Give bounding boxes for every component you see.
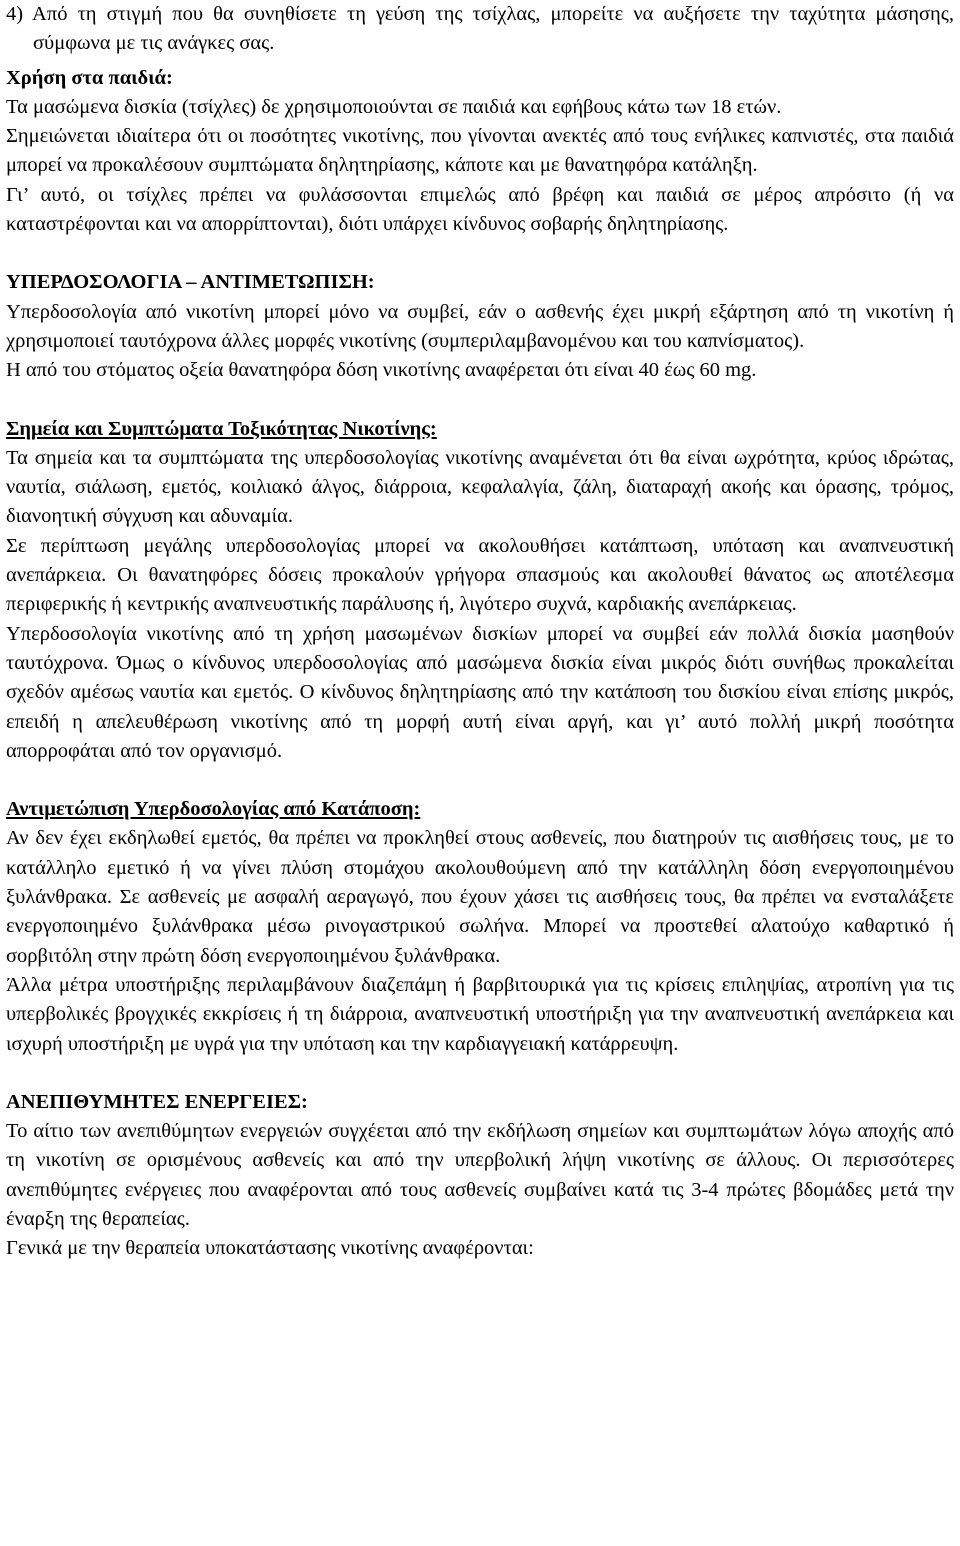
side-effects-p1: Το αίτιο των ανεπιθύμητων ενεργειών συγχέεται από την εκδήλωση σημείων και συμπτωμάτων λόγω αποχής από τη νικοτίνη σε ορισμένους ασθενείς και από την υπερβολική λήψη νικοτίνης σε άλλους. Οι περισσότερες ανεπιθύμητες ενέργειες που αναφέρονται από τους ασθενείς συμβαίνει κατά τις 3-4 πρώτες βδομάδες μετά την έναρξη της θεραπείας. [6,1120,954,1230]
children-heading: Χρήση στα παιδιά: [6,66,173,89]
spacer [6,386,954,415]
spacer [6,766,954,795]
children-p2: Σημειώνεται ιδιαίτερα ότι οι ποσότητες νικοτίνης, που γίνονται ανεκτές από τους ενήλικες καπνιστές, στα παιδιά μπορεί να προκαλέσουν συμπτώματα δηλητηρίασης, κάποτε και με θανατηφόρα κατάληξη. [6,125,954,177]
document-page [6,0,954,1264]
treatment-heading: Αντιμετώπιση Υπερδοσολογίας από Κατάποση: [6,798,421,821]
overdose-p1: Υπερδοσολογία από νικοτίνη μπορεί μόνο να συμβεί, εάν ο ασθενής έχει μικρή εξάρτηση από τη νικοτίνη ή χρησιμοποιεί ταυτόχρονα άλλες μορφές νικοτίνης (συμπεριλαμβανομένου και του καπνίσματος). [6,300,954,352]
side-effects-heading: ΑΝΕΠΙΘΥΜΗΤΕΣ ΕΝΕΡΓΕΙΕΣ: [6,1090,308,1113]
toxicity-heading: Σημεία και Συμπτώματα Τοξικότητας Νικοτίνης: [6,417,437,440]
item-4: 4) Από τη στιγμή που θα συνηθίσετε τη γεύση της τσίχλας, μπορείτε να αυξήσετε την ταχύτητα μάσησης, σύμφωνα με τις ανάγκες σας. [6,3,954,55]
toxicity-p1: Τα σημεία και τα συμπτώματα της υπερδοσολογίας νικοτίνης αναμένεται ότι θα είναι ωχρότητα, κρύος ιδρώτας, ναυτία, σιάλωση, εμετός, κοιλιακό άλγος, διάρροια, κεφαλαλγία, ζάλη, διαταραχή ακοής και όρασης, τρόμος, διανοητική σύγχυση και αδυναμία. [6,446,954,528]
toxicity-p2: Σε περίπτωση μεγάλης υπερδοσολογίας μπορεί να ακολουθήσει κατάπτωση, υπόταση και αναπνευστική ανεπάρκεια. Οι θανατηφόρες δόσεις προκαλούν γρήγορα σπασμούς και ακολουθεί θάνατος ως αποτέλεσμα περιφερικής ή κεντρικής αναπνευστικής παράλυσης ή, λιγότερο συχνά, καρδιακής ανεπάρκειας. [6,534,954,616]
treatment-p1: Αν δεν έχει εκδηλωθεί εμετός, θα πρέπει να προκληθεί στους ασθενείς, που διατηρούν τις αισθήσεις τους, με το κατάλληλο εμετικό ή να γίνει πλύση στομάχου ακολουθούμενη από την κατάλληλη δόση ενεργοποιημένου ξυλάνθρακα. Σε ασθενείς με ασφαλή αεραγωγό, που έχουν χάσει τις αισθήσεις τους, θα πρέπει να ενσταλάξετε ενεργοποιημένο ξυλάνθρακα μέσω ρινογαστρικού σωλήνα. Μπορεί να προστεθεί αλατούχο καθαρτικό ή σορβιτόλη στην πρώτη δόση ενεργοποιημένου ξυλάνθρακα. [6,827,954,967]
toxicity-p3: Υπερδοσολογία νικοτίνης από τη χρήση μασωμένων δισκίων μπορεί να συμβεί εάν πολλά δισκία μασηθούν ταυτόχρονα. Όμως ο κίνδυνος υπερδοσολογίας από μασώμενα δισκία είναι μικρός διότι συνήθως προκαλείται σχεδόν αμέσως ναυτία και εμετός. Ο κίνδυνος δηλητηρίασης από την κατάποση του δισκίου είναι επίσης μικρός, επειδή η απελευθέρωση νικοτίνης από τη μορφή αυτή είναι αργή, και γι’ αυτό πολλή μικρή ποσότητα απορροφάται από τον οργανισμό. [6,622,954,762]
side-effects-p2: Γενικά με την θεραπεία υποκατάστασης νικοτίνης αναφέρονται: [6,1237,534,1260]
spacer [6,239,954,268]
overdose-heading: ΥΠΕΡΔΟΣΟΛΟΓΙΑ – ΑΝΤΙΜΕΤΩΠΙΣΗ: [6,271,375,294]
spacer [6,1059,954,1088]
treatment-p2: Άλλα μέτρα υποστήριξης περιλαμβάνουν διαζεπάμη ή βαρβιτουρικά για τις κρίσεις επιληψίας, ατροπίνη για τις υπερβολικές βρογχικές εκκρίσεις ή τη διάρροια, αναπνευστική υποστήριξη για την αναπνευστική ανεπάρκεια και ισχυρή υποστήριξη με υγρά για την υπόταση και την καρδιαγγειακή κατάρρευψη. [6,973,954,1055]
children-p1: Τα μασώμενα δισκία (τσίχλες) δε χρησιμοποιούνται σε παιδιά και εφήβους κάτω των 18 ετών. [6,95,782,118]
overdose-p2: Η από του στόματος οξεία θανατηφόρα δόση νικοτίνης αναφέρεται ότι είναι 40 έως 60 mg. [6,359,757,382]
children-p3: Γι’ αυτό, οι τσίχλες πρέπει να φυλάσσονται επιμελώς από βρέφη και παιδιά σε μέρος απρόσιτο (ή να καταστρέφονται και να απορρίπτονται), διότι υπάρχει κίνδυνος σοβαρής δηλητηρίασης. [6,183,954,236]
